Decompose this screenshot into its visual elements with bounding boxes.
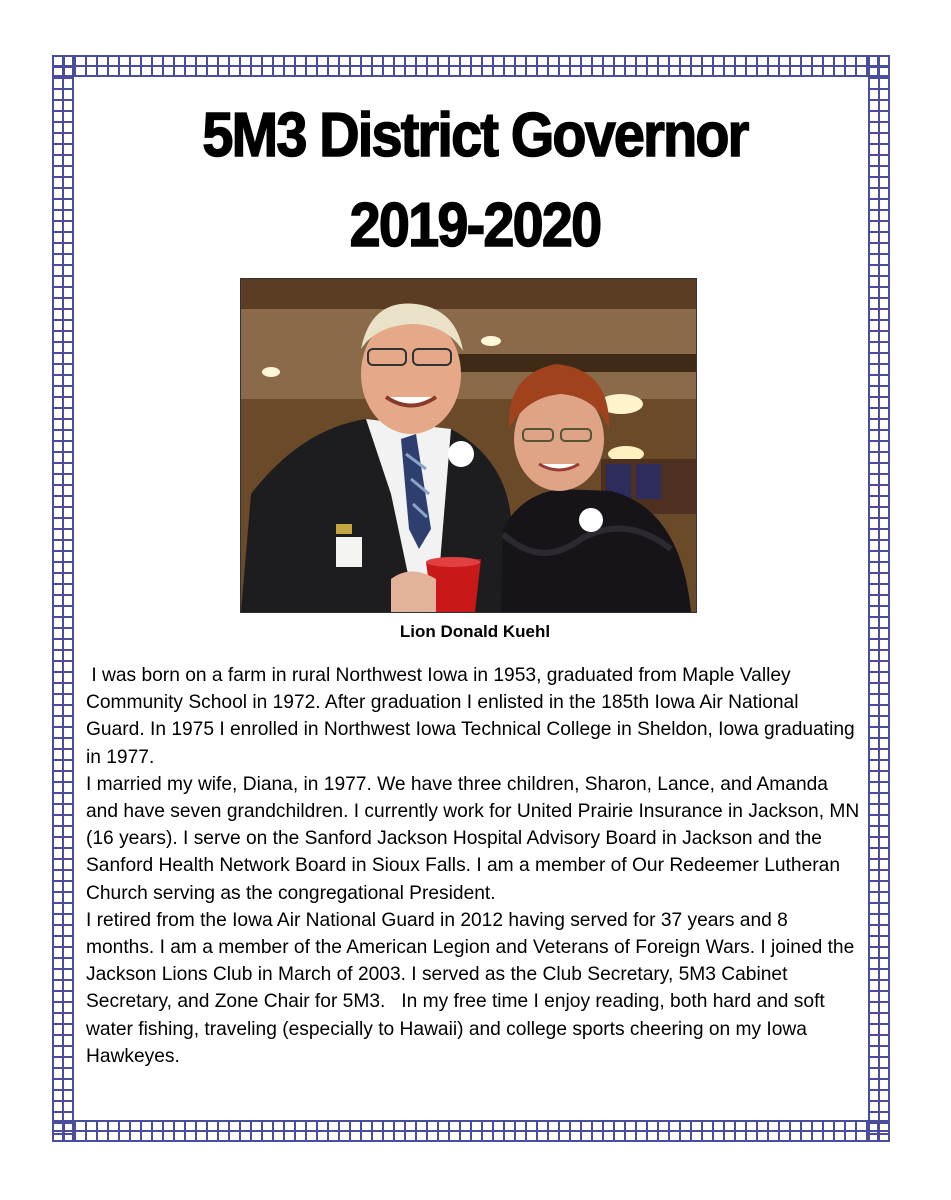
photo-caption: Lion Donald Kuehl xyxy=(399,622,551,641)
page-title: 5M3 District Governor xyxy=(202,101,748,170)
decorative-border-right xyxy=(868,55,890,1142)
page-subtitle-years: 2019-2020 xyxy=(349,191,601,260)
decorative-border-top xyxy=(52,55,890,77)
biography-text xyxy=(86,662,865,1070)
bio-paragraph: I retired from the Iowa Air National Guard in 2012 having served for 37 years and 8 months. I am a member of the American Legion and Veterans of Foreign Wars. I joined the Jackson Lions Club in March of 2003. I served as the Club Secretary, 5M3 Cabinet Secretary, and Zone Chair for 5M3. In my free time I enjoy reading, both hard and soft water fishing, traveling (especially to Hawaii) and college sports cheering on my Iowa Hawkeyes. xyxy=(86,909,860,1067)
bio-paragraph: I married my wife, Diana, in 1977. We have three children, Sharon, Lance, and Amanda and have seven grandchildren. I currently work for United Prairie Insurance in Jackson, MN (16 years). I serve on the Sanford Jackson Hospital Advisory Board in Jackson and the Sanford Health Network Board in Sioux Falls. I am a member of Our Redeemer Lutheran Church serving as the congregational President. xyxy=(86,773,865,904)
portrait-photo xyxy=(240,278,697,613)
decorative-border-bottom xyxy=(52,1120,890,1142)
bio-paragraph: I was born on a farm in rural Northwest Iowa in 1953, graduated from Maple Valley Community School in 1972. After graduation I enlisted in the 185th Iowa Air National Guard. In 1975 I enrolled in Northwest Iowa Technical College in Sheldon, Iowa graduating in 1977. xyxy=(86,665,861,768)
decorative-border-left xyxy=(52,55,74,1142)
